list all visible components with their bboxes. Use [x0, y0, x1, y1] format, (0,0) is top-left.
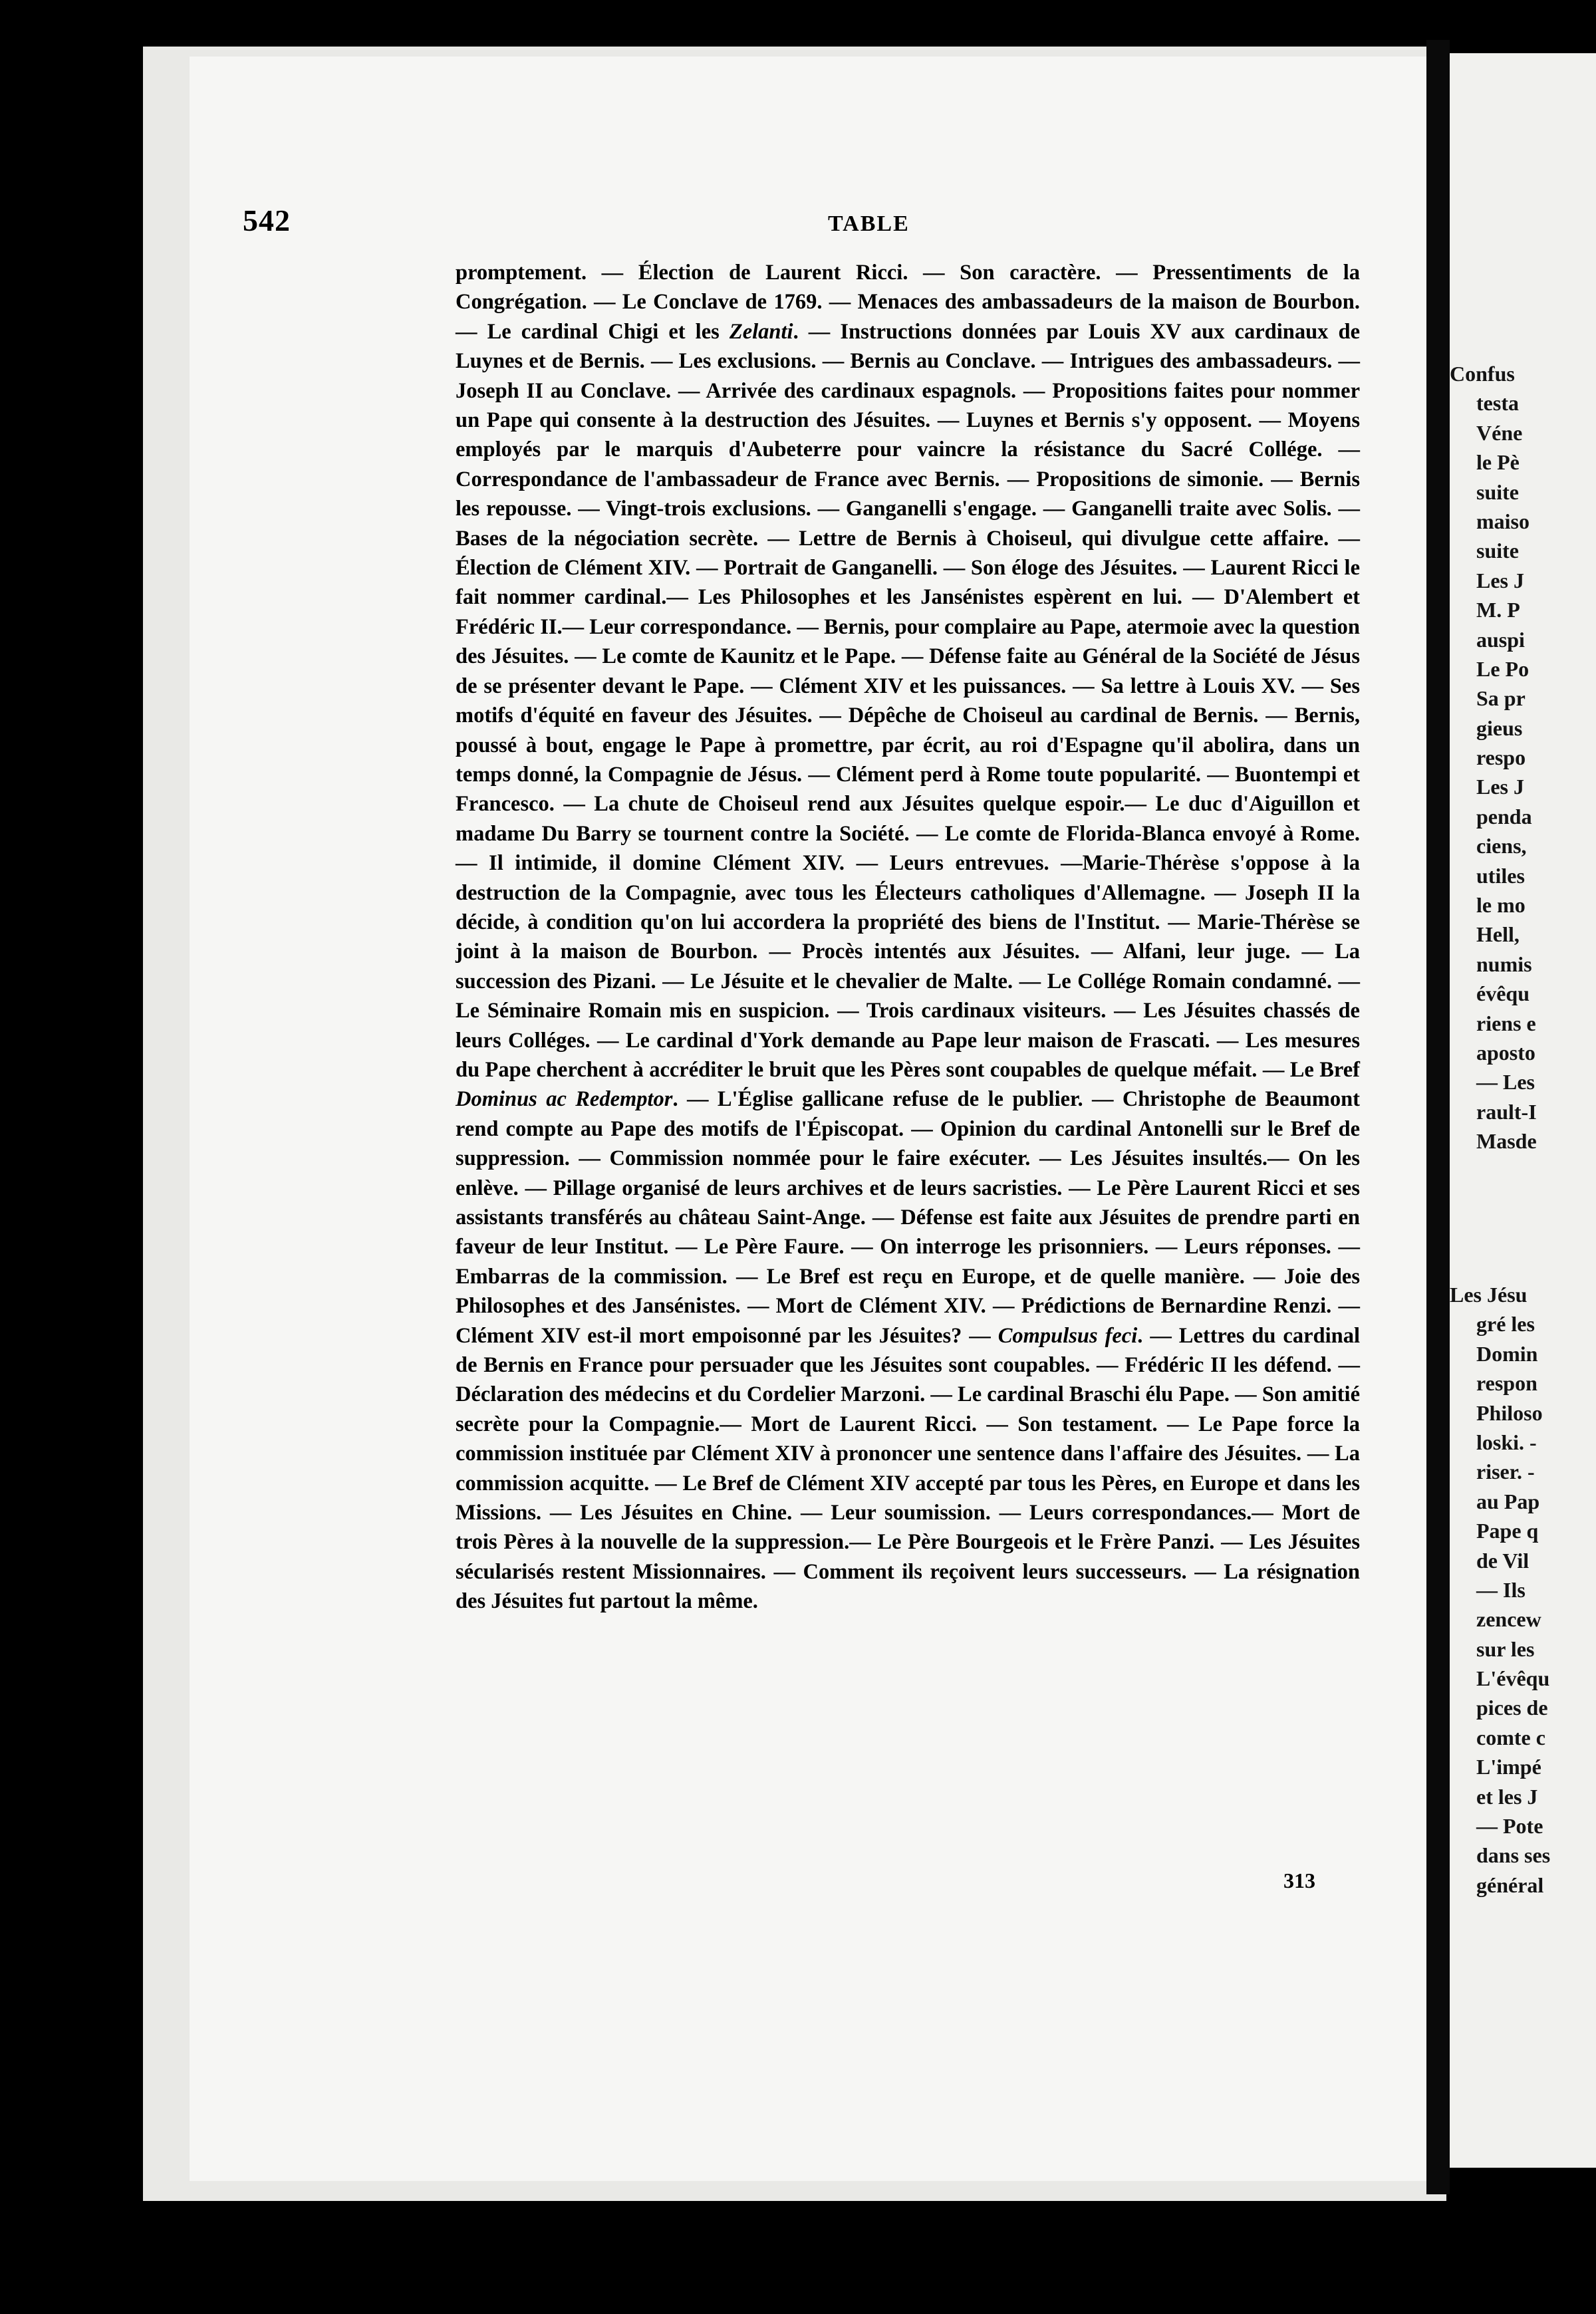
facing-page-line: suite: [1476, 479, 1519, 504]
facing-page-line: loski. -: [1476, 1430, 1537, 1454]
facing-page-line: — Les: [1476, 1070, 1535, 1094]
facing-page-line: Les Jésu: [1450, 1283, 1528, 1307]
facing-page-line: Les J: [1476, 568, 1524, 592]
facing-page-line: riser. -: [1476, 1460, 1535, 1484]
facing-page-line: Confus: [1450, 362, 1515, 386]
facing-page-line: Domin: [1476, 1341, 1538, 1366]
facing-page-line: Véne: [1476, 420, 1523, 445]
italic-title: Dominus ac Redemptor: [456, 1087, 673, 1112]
facing-page-line: gré les: [1476, 1312, 1535, 1337]
facing-page-line: M. P: [1476, 598, 1520, 622]
facing-page-line: Masde: [1476, 1129, 1537, 1154]
text-run: . — L'Église gallicane refuse de le publier. — Christophe de Beaumont rend compte au Pape des motifs de l'Épiscopat. — Opinion du cardinal Antonelli sur le Bref de suppression. — Commission nommée pour le faire exécuter. — Les Jésuites insultés.— On les enlève. — Pillage organisé de leurs archives et de leurs sacristies. — Le Père Laurent Ricci et ses assistants transférés au château Saint-Ange. — Défense est faite aux Jésuites de prendre parti en faveur de leur Institut. — Le Père Faure. — On interroge les prisonniers. — Leurs réponses. — Embarras de la commission. — Le Bref est reçu en Europe, et de quelle manière. — Joie des Philosophes et des Jansénistes. — Mort de Clément XIV. — Prédictions de Bernardine Renzi. — Clément XIV est-il mort empoisonné par les Jésuites? —: [456, 1087, 1360, 1348]
facing-page-line: maiso: [1476, 509, 1530, 533]
page-number: 542: [243, 203, 291, 237]
italic-title: Compulsus feci: [998, 1323, 1138, 1348]
facing-page-line: Les J: [1476, 775, 1524, 799]
facing-page-line: utiles: [1476, 863, 1525, 888]
facing-page-line: zencew: [1476, 1607, 1541, 1632]
facing-page-line: au Pap: [1476, 1489, 1540, 1513]
facing-page-line: L'évêqu: [1476, 1666, 1550, 1691]
facing-page-line: respo: [1476, 745, 1526, 770]
facing-page: [1450, 53, 1596, 2168]
facing-page-line: aposto: [1476, 1040, 1535, 1065]
facing-page-line: Philoso: [1476, 1400, 1543, 1425]
facing-page-line: évêqu: [1476, 981, 1530, 1006]
facing-page-line: comte c: [1476, 1725, 1545, 1749]
facing-page-line: L'impé: [1476, 1755, 1541, 1779]
facing-page-line: Hell,: [1476, 922, 1520, 947]
facing-page-line: le Pè: [1476, 450, 1520, 475]
facing-page-line: — Ils: [1476, 1577, 1526, 1602]
facing-page-line: général: [1476, 1872, 1544, 1897]
facing-page-line: sur les: [1476, 1636, 1535, 1661]
facing-page-line: rault-I: [1476, 1099, 1537, 1124]
facing-page-line: penda: [1476, 804, 1532, 829]
running-head: TABLE: [828, 211, 910, 236]
facing-page-line: et les J: [1476, 1784, 1538, 1809]
facing-page-line: gieus: [1476, 715, 1523, 740]
facing-page-line: le mo: [1476, 893, 1526, 918]
facing-page-line: Sa pr: [1476, 686, 1526, 711]
facing-page-line: de Vil: [1476, 1548, 1530, 1573]
facing-page-line: testa: [1476, 391, 1519, 416]
table-of-contents-paragraph: [456, 258, 1360, 1616]
text-run: . — Lettres du cardinal de Bernis en France pour persuader que les Jésuites sont coupables. — Frédéric II les défend. — Déclaration des médecins et du Cordelier Marzoni. — Le cardinal Braschi élu Pape. — Son amitié secrète pour la Compagnie.— Mort de Laurent Ricci. — Son testament. — Le Pape force la commission instituée par Clément XIV à prononcer une sentence dans l'affaire des Jésuites. — La commission acquitte. — Le Bref de Clément XIV accepté par tous les Pères, en Europe et dans les Missions. — Les Jésuites en Chine. — Leur soumission. — Leurs correspondances.— Mort de trois Pères à la nouvelle de la suppression.— Le Père Bourgeois et le Frère Panzi. — Les Jésuites sécularisés restent Missionnaires. — Comment ils reçoivent leurs successeurs. — La résignation des Jésuites fut partout la même.: [456, 1323, 1360, 1614]
book-gutter: [1426, 40, 1450, 2194]
facing-page-block-bottom: [1450, 1280, 1550, 1900]
facing-page-line: Le Po: [1476, 656, 1530, 681]
facing-page-line: — Pote: [1476, 1814, 1543, 1839]
text-run: . — Instructions données par Louis XV aux cardinaux de Luynes et de Bernis. — Les exclusions. — Bernis au Conclave. — Intrigues des ambassadeurs. — Joseph II au Conclave. — Arrivée des cardinaux espagnols. — Propositions faites pour nommer un Pape qui consente à la destruction des Jésuites. — Luynes et Bernis s'y opposent. — Moyens employés par le marquis d'Aubeterre pour vaincre la résistance du Sacré Collége. — Correspondance de l'ambassadeur de France avec Bernis. — Propositions de simonie. — Bernis les repousse. — Vingt-trois exclusions. — Ganganelli s'engage. — Ganganelli traite avec Solis. — Bases de la négociation secrète. — Lettre de Bernis à Choiseul, qui divulgue cette affaire. — Élection de Clément XIV. — Portrait de Ganganelli. — Son éloge des Jésuites. — Laurent Ricci le fait nommer cardinal.— Les Philosophes et les Jansénistes espèrent en lui. — D'Alembert et Frédéric II.— Leur correspondance. — Bernis, pour complaire au Pape, atermoie avec la question des Jésuites. — Le comte de Kaunitz et le Pape. — Défense faite au Général de la Société de Jésus de se présenter devant le Pape. — Clément XIV et les puissances. — Sa lettre à Louis XV. — Ses motifs d'équité en faveur des Jésuites. — Dépêche de Choiseul au cardinal de Bernis. — Bernis, poussé à bout, engage le Pape à promettre, par écrit, au roi d'Espagne qu'il abolira, dans un temps donné, la Compagnie de Jésus. — Clément perd à Rome toute popularité. — Buontempi et Francesco. — La chute de Choiseul rend aux Jésuites quelque espoir.— Le duc d'Aiguillon et madame Du Barry se tournent contre la Société. — Le comte de Florida-Blanca envoyé à Rome. — Il intimide, il domine Clément XIV. — Leurs entrevues. —Marie-Thérèse s'oppose à la destruction de la Compagnie, avec tous les Électeurs catholiques d'Allemagne. — Joseph II la décide, à condition qu'on lui accordera la propriété des biens de l'Institut. — Marie-Thérèse se joint à la maison de Bourbon. — Procès intentés aux Jésuites. — Alfani, leur juge. — La succession des Pizani. — Le Jésuite et le chevalier de Malte. — Le Collége Romain condamné. — Le Séminaire Romain mis en suspicion. — Trois cardinaux visiteurs. — Les Jésuites chassés de leurs Colléges. — Le cardinal d'York demande au Pape leur maison de Frascati. — Les mesures du Pape cherchent à accréditer le bruit que les Pères sont coupables de quelque méfait. — Le Bref: [456, 319, 1360, 1082]
facing-page-line: dans ses: [1476, 1843, 1551, 1868]
facing-page-line: ciens,: [1476, 834, 1527, 858]
facing-page-line: respon: [1476, 1371, 1537, 1396]
facing-page-line: Pape q: [1476, 1519, 1539, 1543]
facing-page-line: numis: [1476, 952, 1532, 976]
facing-page-line: riens e: [1476, 1011, 1536, 1035]
facing-page-line: suite: [1476, 539, 1519, 563]
facing-page-line: auspi: [1476, 627, 1525, 652]
facing-page-line: pices de: [1476, 1696, 1548, 1720]
signature-mark: 313: [1283, 1868, 1315, 1892]
text-run: promptement. — Élection de Laurent Ricci. — Son caractère. — Pressentiments de la Congrégation. — Le Conclave de 1769. — Menaces des ambassadeurs de la maison de Bourbon. — Le cardinal Chigi et les: [456, 261, 1360, 344]
facing-page-block-top: [1450, 359, 1537, 1156]
italic-title: Zelanti: [729, 319, 793, 344]
